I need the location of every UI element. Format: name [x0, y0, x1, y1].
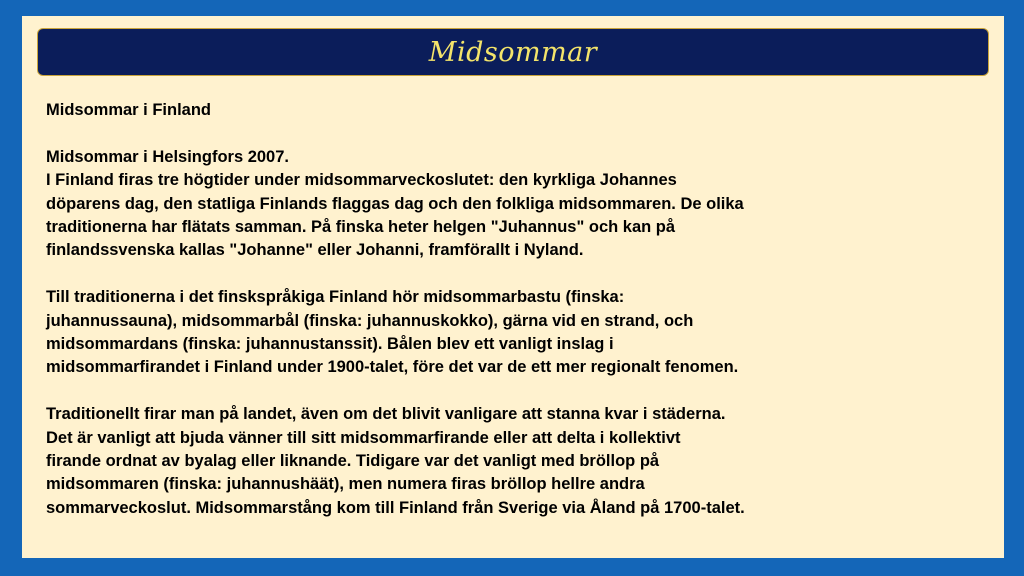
paragraph-line: traditionerna har flätats samman. På finska heter helgen "Juhannus" och kan på — [46, 218, 676, 237]
paragraph-line: I Finland firas tre högtider under midsommarveckoslutet: den kyrkliga Johannes — [46, 171, 677, 190]
paragraph-3 — [46, 403, 986, 520]
slide — [22, 16, 1004, 558]
paragraph-line: juhannussauna), midsommarbål (finska: juhannuskokko), gärna vid en strand, och — [46, 311, 694, 330]
paragraph-line: midsommarfirandet i Finland under 1900-talet, före det var de ett mer regionalt fenomen. — [46, 358, 739, 377]
paragraph-line: midsommaren (finska: juhannushäät), men numera firas bröllop hellre andra — [46, 475, 645, 494]
paragraph-2 — [46, 286, 986, 380]
paragraph-1 — [46, 146, 986, 263]
paragraph-line: Midsommar i Helsingfors 2007. — [46, 147, 289, 166]
slide-content — [46, 99, 986, 544]
paragraph-line: sommarveckoslut. Midsommarstång kom till Finland från Sverige via Åland på 1700-talet. — [46, 498, 745, 517]
paragraph-line: döparens dag, den statliga Finlands flaggas dag och den folkliga midsommaren. De olika — [46, 194, 744, 213]
content-heading: Midsommar i Finland — [46, 101, 212, 119]
paragraph-line: finlandssvenska kallas "Johanne" eller Johanni, framförallt i Nyland. — [46, 241, 584, 260]
paragraph-line: midsommardans (finska: juhannustanssit). Bålen blev ett vanligt inslag i — [46, 335, 614, 354]
paragraph-line: Det är vanligt att bjuda vänner till sitt midsommarfirande eller att delta i kollektivt — [46, 428, 681, 447]
paragraph-line: Till traditionerna i det finskspråkiga Finland hör midsommarbastu (finska: — [46, 288, 625, 307]
title-bar — [37, 28, 989, 76]
paragraph-line: firande ordnat av byalag eller liknande. Tidigare var det vanligt med bröllop på — [46, 452, 660, 471]
slide-title: Midsommar — [428, 36, 598, 68]
paragraph-line: Traditionellt firar man på landet, även om det blivit vanligare att stanna kvar i städerna. — [46, 405, 726, 424]
